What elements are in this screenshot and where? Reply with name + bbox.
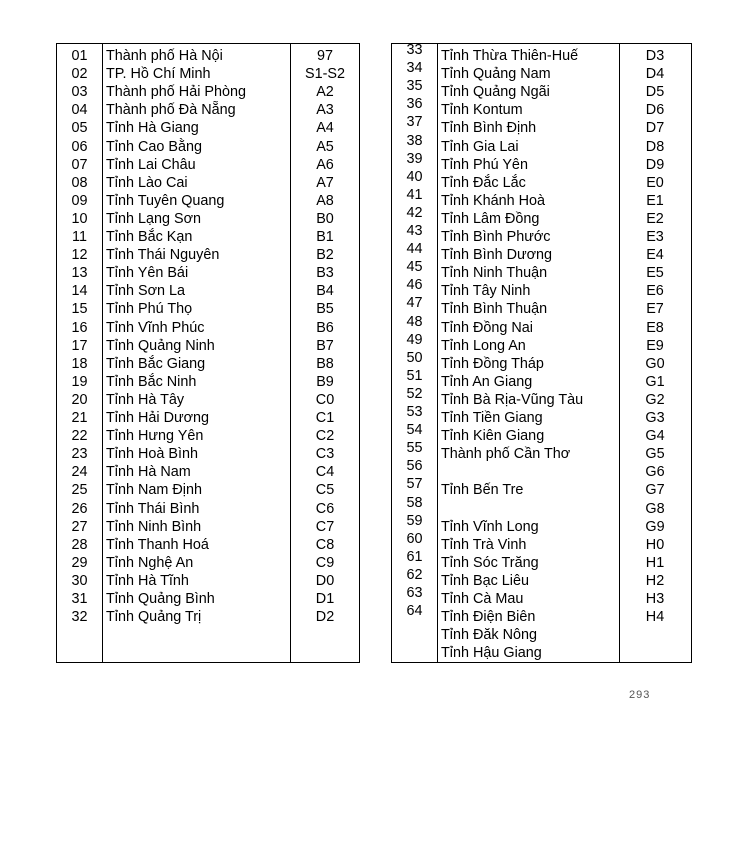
province-name: Thành phố Cần Thơ — [441, 446, 571, 463]
row-number: 20 — [71, 391, 88, 408]
row-number: 38 — [406, 132, 423, 149]
province-code: D9 — [645, 156, 665, 173]
row-number: 27 — [71, 518, 88, 535]
province-code: C2 — [315, 428, 335, 445]
province-name: Tỉnh Long An — [441, 337, 526, 354]
province-code: C9 — [315, 554, 335, 571]
row-number: 43 — [406, 223, 423, 239]
province-code: C7 — [315, 518, 335, 535]
province-name: Tỉnh Sóc Trăng — [441, 554, 539, 571]
province-name: Tỉnh Vĩnh Phúc — [106, 319, 205, 336]
row-number: 58 — [406, 494, 423, 511]
province-code: D1 — [315, 591, 335, 607]
province-name: Tỉnh Bình Thuận — [441, 301, 548, 318]
province-name: Tỉnh Thái Bình — [106, 500, 200, 517]
province-code: G6 — [645, 464, 665, 481]
province-name: Tỉnh Phú Yên — [441, 156, 528, 173]
province-code: H2 — [645, 572, 665, 589]
province-name: Tỉnh Quảng Nam — [441, 66, 551, 83]
row-number: 54 — [406, 422, 423, 439]
row-number: 49 — [406, 331, 423, 348]
province-code: A3 — [316, 102, 334, 119]
province-code: C3 — [315, 446, 335, 463]
row-number: 09 — [71, 192, 88, 209]
row-number: 46 — [406, 277, 423, 294]
province-code-table-right — [391, 43, 692, 663]
row-number: 12 — [71, 247, 88, 264]
province-name: Tỉnh Sơn La — [106, 283, 186, 300]
province-code: E4 — [646, 247, 664, 264]
province-code: B3 — [316, 265, 334, 282]
province-code: D6 — [645, 102, 665, 119]
row-number: 59 — [406, 512, 423, 529]
row-number: 35 — [406, 78, 423, 95]
province-code: G1 — [645, 373, 665, 390]
column-divider — [437, 44, 438, 662]
province-code: C0 — [315, 391, 335, 408]
row-number: 17 — [71, 337, 88, 354]
province-name: Tỉnh Hậu Giang — [441, 645, 542, 662]
row-number: 18 — [71, 355, 88, 372]
province-name: Tỉnh Tiền Giang — [441, 410, 543, 426]
province-code: G4 — [645, 428, 665, 445]
province-code: G0 — [645, 355, 665, 372]
province-code: H1 — [645, 554, 665, 571]
row-number: 42 — [406, 204, 423, 221]
province-name: Tỉnh Thừa Thiên-Huế — [441, 48, 579, 64]
page-number: 293 — [629, 689, 651, 701]
row-number: 22 — [71, 428, 88, 445]
province-name: Tỉnh Lào Cai — [106, 174, 188, 191]
row-number: 32 — [71, 609, 88, 626]
province-name: Thành phố Hải Phòng — [106, 84, 247, 101]
province-name: Thành phố Hà Nội — [106, 48, 223, 64]
province-code: C1 — [315, 410, 335, 426]
row-number: 28 — [71, 536, 88, 553]
province-code: 97 — [316, 48, 333, 64]
province-name: Tỉnh Thái Nguyên — [106, 247, 220, 264]
province-code: E5 — [646, 265, 664, 282]
row-number: 52 — [406, 385, 423, 402]
province-code: B6 — [316, 319, 334, 336]
row-number: 55 — [406, 440, 423, 457]
row-number: 11 — [72, 229, 87, 245]
province-name: Tỉnh Quảng Ngãi — [441, 84, 550, 101]
province-code: G2 — [645, 391, 665, 408]
province-name: Thành phố Đà Nẵng — [106, 102, 236, 119]
province-code: A8 — [316, 192, 334, 209]
province-name: Tỉnh Cao Bằng — [106, 138, 202, 155]
province-code: H0 — [645, 536, 665, 553]
row-number: 56 — [406, 458, 423, 475]
province-code: D7 — [645, 120, 665, 137]
province-name: Tỉnh Hoà Bình — [106, 446, 198, 463]
row-number: 39 — [406, 150, 423, 167]
province-code: B2 — [316, 247, 334, 264]
row-number: 62 — [406, 566, 423, 583]
row-number: 13 — [71, 265, 88, 282]
province-name: Tỉnh Yên Bái — [106, 265, 189, 282]
province-code: D3 — [645, 48, 665, 64]
province-name: Tỉnh An Giang — [441, 373, 533, 390]
province-code: A6 — [316, 156, 334, 173]
province-code: C4 — [315, 464, 335, 481]
row-number: 64 — [406, 603, 423, 620]
province-name: Tỉnh Quảng Bình — [106, 591, 215, 607]
row-number: 08 — [71, 174, 88, 191]
row-number: 61 — [406, 548, 423, 565]
province-code: D4 — [645, 66, 665, 83]
province-name: Tỉnh Vĩnh Long — [441, 518, 539, 535]
row-number: 25 — [71, 482, 88, 499]
row-number: 51 — [406, 367, 423, 384]
row-number: 50 — [406, 349, 423, 366]
province-code: E8 — [646, 319, 664, 336]
province-name: Tỉnh Lai Châu — [106, 156, 196, 173]
province-name: Tỉnh Hải Dương — [106, 410, 210, 426]
row-number: 33 — [406, 42, 423, 58]
row-number: 41 — [406, 186, 423, 203]
province-code: C5 — [315, 482, 335, 499]
row-number: 47 — [406, 295, 423, 312]
row-number: 34 — [406, 60, 423, 77]
province-name: Tỉnh Bình Phước — [441, 229, 551, 245]
province-name: Tỉnh Trà Vinh — [441, 536, 527, 553]
row-number: 14 — [71, 283, 88, 300]
province-code: E7 — [646, 301, 664, 318]
row-number: 31 — [71, 591, 88, 607]
province-name: Tỉnh Đồng Tháp — [441, 355, 544, 372]
province-name: Tỉnh Ninh Bình — [106, 518, 202, 535]
row-number: 19 — [71, 373, 88, 390]
province-name: TP. Hồ Chí Minh — [106, 66, 211, 83]
row-number: 05 — [71, 120, 88, 137]
province-code: G5 — [645, 446, 665, 463]
province-name: Tỉnh Nam Định — [106, 482, 202, 499]
province-name: Tỉnh Bắc Ninh — [106, 373, 197, 390]
province-name: Tỉnh Cà Mau — [441, 591, 524, 607]
row-number: 26 — [71, 500, 88, 517]
province-name: Tỉnh Tây Ninh — [441, 283, 531, 300]
row-number: 37 — [406, 114, 423, 131]
row-number: 44 — [406, 241, 423, 258]
province-code: B1 — [316, 229, 334, 245]
province-name: Tỉnh Kontum — [441, 102, 523, 119]
province-name: Tỉnh Quảng Trị — [106, 609, 202, 626]
province-code: B8 — [316, 355, 334, 372]
province-code: H3 — [645, 591, 665, 607]
province-code: D2 — [315, 609, 335, 626]
row-number: 45 — [406, 259, 423, 276]
row-number: 10 — [71, 210, 88, 227]
province-code: B5 — [316, 301, 334, 318]
province-code: E1 — [646, 192, 664, 209]
row-number: 21 — [71, 410, 88, 426]
province-code: A2 — [316, 84, 334, 101]
province-name: Tỉnh Hà Nam — [106, 464, 191, 481]
row-number: 40 — [406, 168, 423, 185]
province-code: E6 — [646, 283, 664, 300]
province-name: Tỉnh Đăk Nông — [441, 627, 537, 644]
province-name: Tỉnh Điện Biên — [441, 609, 536, 626]
row-number: 03 — [71, 84, 88, 101]
province-name: Tỉnh Bình Định — [441, 120, 537, 137]
province-code: C8 — [315, 536, 335, 553]
province-name: Tỉnh Thanh Hoá — [106, 536, 209, 553]
province-name: Tỉnh Bắc Kạn — [106, 229, 193, 245]
row-number: 57 — [406, 476, 423, 493]
province-code: A7 — [316, 174, 334, 191]
province-code: D0 — [315, 572, 335, 589]
row-number: 23 — [71, 446, 88, 463]
province-code: B7 — [316, 337, 334, 354]
province-code: C6 — [315, 500, 335, 517]
province-name: Tỉnh Phú Thọ — [106, 301, 193, 318]
province-name: Tỉnh Tuyên Quang — [106, 192, 225, 209]
row-number: 07 — [71, 156, 88, 173]
province-name: Tỉnh Bắc Giang — [106, 355, 206, 372]
row-number: 53 — [406, 404, 423, 420]
province-name: Tỉnh Bà Rịa-Vũng Tàu — [441, 391, 584, 408]
row-number: 15 — [71, 301, 88, 318]
row-number: 24 — [71, 464, 88, 481]
province-code: B0 — [316, 210, 334, 227]
province-code: E0 — [646, 174, 664, 191]
province-code: H4 — [645, 609, 665, 626]
province-code: B4 — [316, 283, 334, 300]
province-code: A5 — [316, 138, 334, 155]
province-code: E9 — [646, 337, 664, 354]
row-number: 16 — [71, 319, 88, 336]
province-name: Tỉnh Gia Lai — [441, 138, 519, 155]
province-name: Tỉnh Đồng Nai — [441, 319, 533, 336]
province-name: Tỉnh Khánh Hoà — [441, 192, 546, 209]
province-name: Tỉnh Ninh Thuận — [441, 265, 548, 282]
row-number: 48 — [406, 313, 423, 330]
province-name: Tỉnh Bạc Liêu — [441, 572, 529, 589]
row-number: 06 — [71, 138, 88, 155]
province-name: Tỉnh Bình Dương — [441, 247, 553, 264]
province-name: Tỉnh Đắc Lắc — [441, 174, 526, 191]
province-code: D8 — [645, 138, 665, 155]
province-code: G8 — [645, 500, 665, 517]
province-code: G3 — [645, 410, 665, 426]
row-number: 60 — [406, 530, 423, 547]
province-name: Tỉnh Hà Tĩnh — [106, 572, 189, 589]
province-code: A4 — [316, 120, 334, 137]
province-name: Tỉnh Lạng Sơn — [106, 210, 202, 227]
province-name: Tỉnh Hưng Yên — [106, 428, 204, 445]
province-name: Tỉnh Nghệ An — [106, 554, 194, 571]
row-number: 04 — [71, 102, 88, 119]
province-name: Tỉnh Lâm Đồng — [441, 210, 540, 227]
province-code: G9 — [645, 518, 665, 535]
row-number: 02 — [71, 66, 88, 83]
province-name: Tỉnh Bến Tre — [441, 482, 524, 499]
column-divider — [102, 44, 103, 662]
row-number: 30 — [71, 572, 88, 589]
province-code: G7 — [645, 482, 665, 499]
row-number: 01 — [71, 48, 88, 64]
province-name: Tỉnh Hà Tây — [106, 391, 185, 408]
province-code: E2 — [646, 210, 664, 227]
row-number: 36 — [406, 96, 423, 113]
province-code: S1-S2 — [305, 66, 345, 83]
province-name: Tỉnh Quảng Ninh — [106, 337, 215, 354]
province-code: D5 — [645, 84, 665, 101]
province-code: E3 — [646, 229, 664, 245]
province-name: Tỉnh Kiên Giang — [441, 428, 545, 445]
province-code-table-left — [56, 43, 360, 663]
province-code: B9 — [316, 373, 334, 390]
province-name: Tỉnh Hà Giang — [106, 120, 199, 137]
row-number: 29 — [71, 554, 88, 571]
row-number: 63 — [406, 585, 423, 601]
